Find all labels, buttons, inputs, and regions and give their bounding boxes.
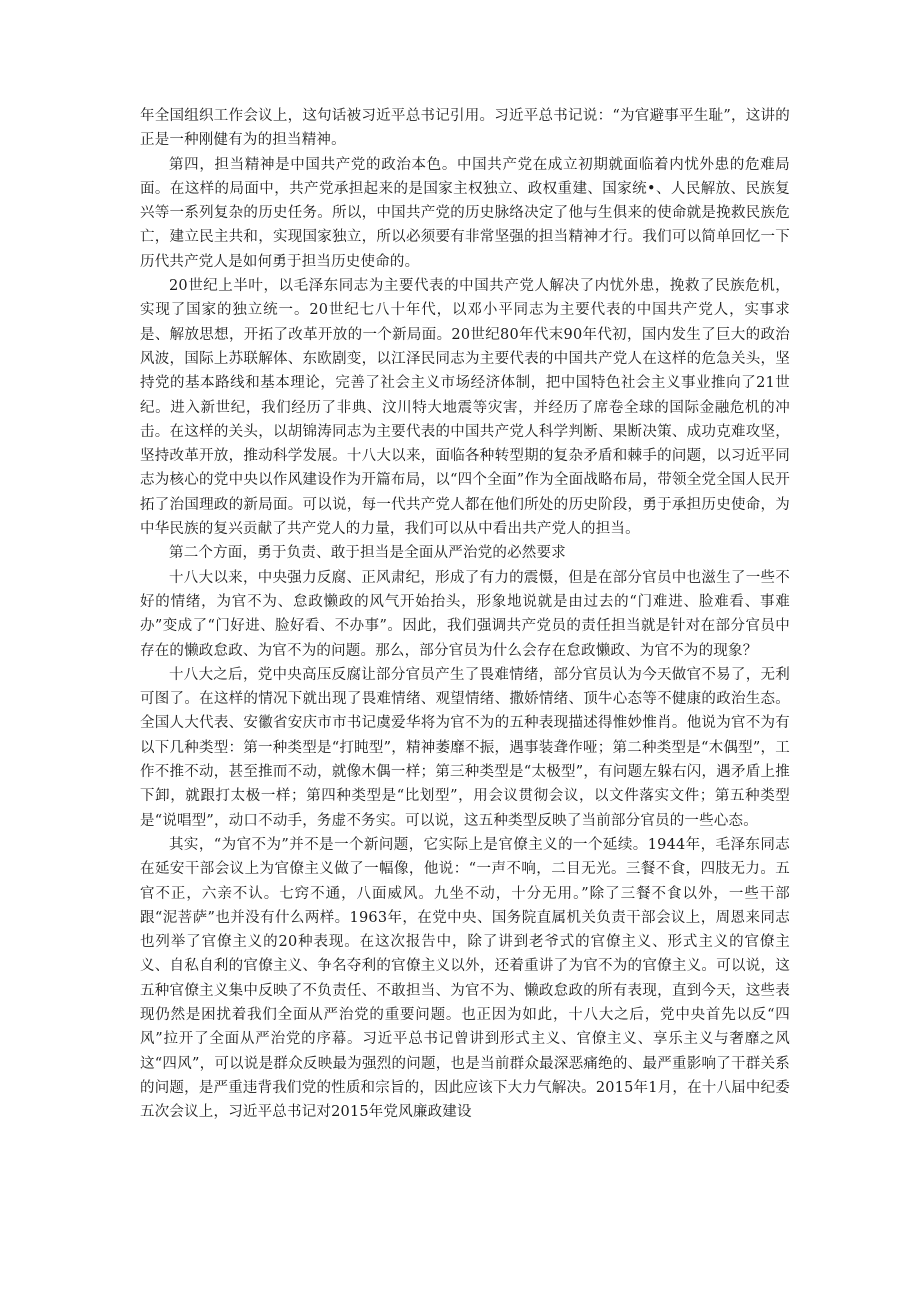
paragraph: 十八大以来，中央强力反腐、正风肃纪，形成了有力的震慑，但是在部分官员中也滋生了一些不好的情绪，为官不为、怠政懒政的风气开始抬头，形象地说就是由过去的“门难进、脸难看、事难办”变成了“门好进、脸好看、不办事”。因此，我们强调共产党员的责任担当就是针对在部分官员中存在的懒政怠政、为官不为的问题。那么，部分官员为什么会存在怠政懒政、为官不为的现象？ bbox=[140, 569, 790, 659]
paragraph: 十八大之后，党中央高压反腐让部分官员产生了畏难情绪，部分官员认为今天做官不易了，无利可图了。在这样的情况下就出现了畏难情绪、观望情绪、撒娇情绪、顶牛心态等不健康的政治生态。全国人大代表、安徽省安庆市市书记虞爱华将为官不为的五种表现描述得惟妙惟肖。他说为官不为有以下几种类型：第一种类型是“打盹型”，精神萎靡不振，遇事装聋作哑；第二种类型是“木偶型”，工作不推不动，甚至推而不动，就像木偶一样；第三种类型是“太极型”，有问题左躲右闪，遇矛盾上推下卸，就跟打太极一样；第四种类型是“比划型”，用会议贯彻会议，以文件落实文件；第五种类型是“说唱型”，动口不动手，务虚不务实。可以说，这五种类型反映了当前部分官员的一些心态。 bbox=[140, 666, 790, 829]
paragraph: 第四，担当精神是中国共产党的政治本色。中国共产党在成立初期就面临着内忧外患的危难局面。在这样的局面中，共产党承担起来的是国家主权独立、政权重建、国家统•、人民解放、民族复兴等一系列复杂的历史任务。所以，中国共产党的历史脉络决定了他与生俱来的使命就是挽救民族危亡，建立民主共和，实现国家独立，所以必须要有非常坚强的担当精神才行。我们可以简单回忆一下历代共产党人是如何勇于担当历史使命的。 bbox=[140, 156, 790, 270]
document-body bbox=[140, 104, 790, 1124]
paragraph: 20世纪上半叶，以毛泽东同志为主要代表的中国共产党人解决了内忧外患，挽救了民族危机，实现了国家的独立统一。20世纪七八十年代，以邓小平同志为主要代表的中国共产党人，实事求是、解放思想，开拓了改革开放的一个新局面。20世纪80年代末90年代初，国内发生了巨大的政治风波，国际上苏联解体、东欧剧变，以江泽民同志为主要代表的中国共产党人在这样的危急关头，坚持党的基本路线和基本理论，完善了社会主义市场经济体制，把中国特色社会主义事业推向了21世纪。进入新世纪，我们经历了非典、汶川特大地震等灾害，并经历了席卷全球的国际金融危机的冲击。在这样的关头，以胡锦涛同志为主要代表的中国共产党人科学判断、果断决策、成功克难攻坚，坚持改革开放，推动科学发展。十八大以来，面临各种转型期的复杂矛盾和棘手的问题，以习近平同志为核心的党中央以作风建设作为开篇布局，以“四个全面”作为全面战略布局，带领全党全国人民开拓了治国理政的新局面。可以说，每一代共产党人都在他们所处的历史阶段，勇于承担历史使命，为中华民族的复兴贡献了共产党人的力量，我们可以从中看出共产党人的担当。 bbox=[140, 278, 790, 538]
paragraph-continuation: 年全国组织工作会议上，这句话被习近平总书记引用。习近平总书记说：“为官避事平生耻”，这讲的正是一种刚健有为的担当精神。 bbox=[140, 108, 790, 149]
paragraph: 其实，“为官不为”并不是一个新问题，它实际上是官僚主义的一个延续。1944年，毛泽东同志在延安干部会议上为官僚主义做了一幅像，他说：“一声不响，二目无光。三餐不食，四肢无力。五官不正，六亲不认。七窍不通，八面威风。九坐不动，十分无用。”除了三餐不食以外，一些干部跟“泥菩萨”也并没有什么两样。1963年，在党中央、国务院直属机关负责干部会议上，周恩来同志也列举了官僚主义的20种表现。在这次报告中，除了讲到老爷式的官僚主义、形式主义的官僚主义、自私自利的官僚主义、争名夺利的官僚主义以外，还着重讲了为官不为的官僚主义。可以说，这五种官僚主义集中反映了不负责任、不敢担当、为官不为、懒政怠政的所有表现，直到今天，这些表现仍然是困扰着我们全面从严治党的重要问题。也正因为如此，十八大之后，党中央首先以反“四风”拉开了全面从严治党的序幕。习近平总书记曾讲到形式主义、官僚主义、享乐主义与奢靡之风这“四风”，可以说是群众反映最为强烈的问题，也是当前群众最深恶痛绝的、最严重影响了干群关系的问题，是严重违背我们党的性质和宗旨的，因此应该下大力气解决。2015年1月，在十八届中纪委五次会议上，习近平总书记对2015年党风廉政建设 bbox=[140, 836, 790, 1121]
section-heading: 第二个方面，勇于负责、敢于担当是全面从严治党的必然要求 bbox=[169, 545, 566, 562]
